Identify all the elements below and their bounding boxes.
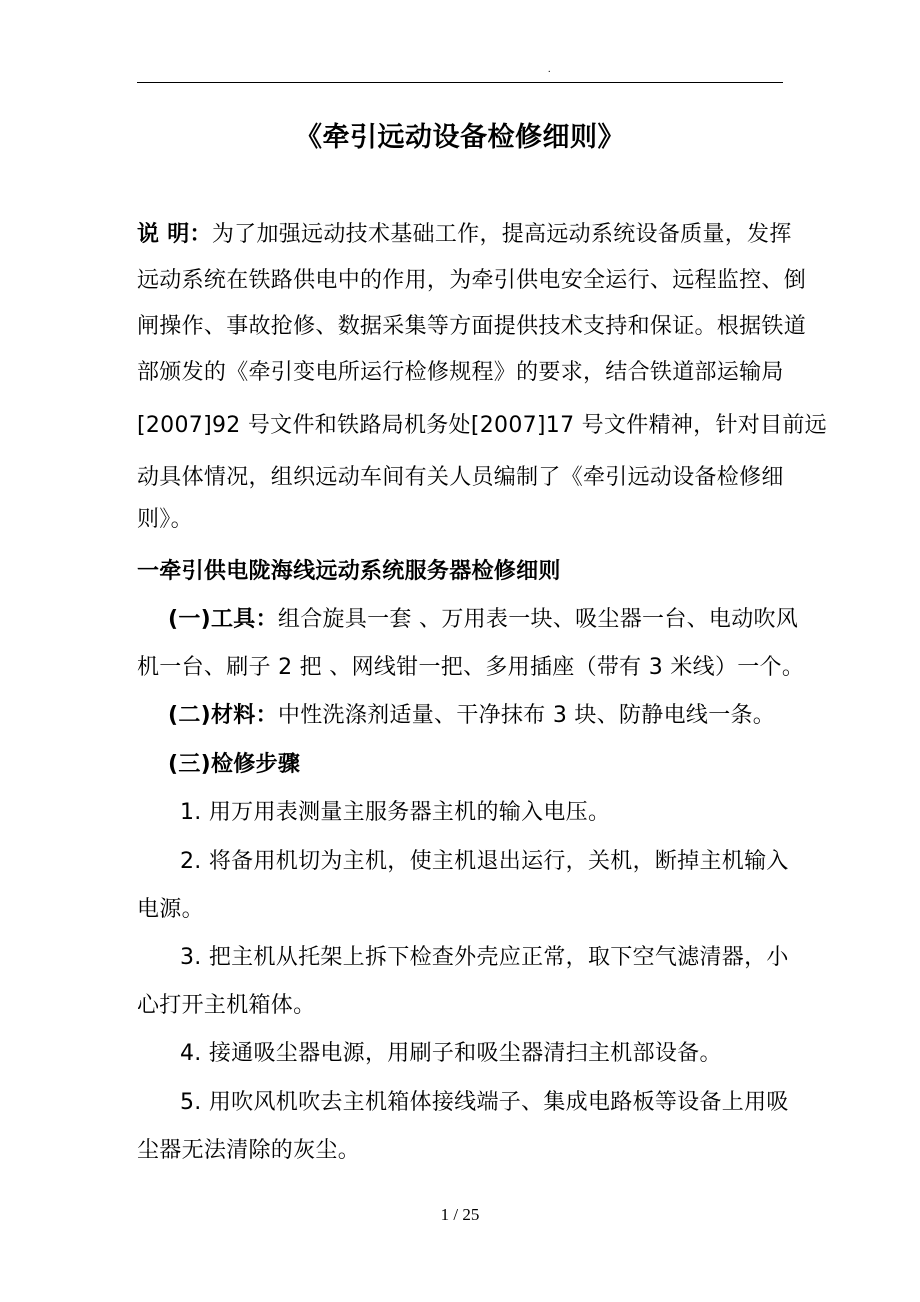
tools-text-1: 组合旋具一套 、万用表一块、吸尘器一台、电动吹风 <box>277 607 799 632</box>
step-3-line-1: 3. 把主机从托架上拆下检查外壳应正常，取下空气滤清器，小 <box>180 945 789 970</box>
intro-line-5: [2007]92 号文件和铁路局机务处[2007]17 号文件精神，针对目前远 <box>137 413 827 438</box>
intro-text-1: 为了加强远动技术基础工作，提高远动系统设备质量，发挥 <box>211 222 792 247</box>
intro-line-1 <box>137 215 792 255</box>
step-2-line-1: 2. 将备用机切为主机，使主机退出运行，关机，断掉主机输入 <box>180 849 789 874</box>
page-number: 1 / 25 <box>440 1205 480 1224</box>
intro-line-6: 动具体情况，组织远动车间有关人员编制了《牵引远动设备检修细 <box>137 465 784 490</box>
step-5-line-1: 5. 用吹风机吹去主机箱体接线端子、集成电路板等设备上用吸 <box>180 1090 789 1115</box>
intro-line-2: 远动系统在铁路供电中的作用，为牵引供电安全运行、远程监控、倒 <box>137 268 807 293</box>
section-heading: 一牵引供电陇海线远动系统服务器检修细则 <box>137 559 561 584</box>
intro-line-7: 则》。 <box>137 507 193 532</box>
header-mark: . <box>548 64 551 75</box>
materials-line <box>168 696 818 736</box>
step-4: 4. 接通吸尘器电源，用刷子和吸尘器清扫主机部设备。 <box>180 1041 722 1066</box>
intro-label: 说 明： <box>137 222 212 247</box>
materials-text: 中性洗涤剂适量、干净抹布 3 块、防静电线一条。 <box>277 703 776 728</box>
step-1: 1. 用万用表测量主服务器主机的输入电压。 <box>180 800 611 825</box>
intro-line-4: 部颁发的《牵引变电所运行检修规程》的要求，结合铁道部运输局 <box>137 360 784 385</box>
materials-label: (二)材料： <box>168 703 278 728</box>
steps-heading: (三)检修步骤 <box>168 752 301 777</box>
tools-line-2: 机一台、刷子 2 把 、网线钳一把、多用插座（带有 3 米线）一个。 <box>137 655 805 680</box>
step-2-line-2: 电源。 <box>137 897 204 922</box>
step-3-line-2: 心打开主机箱体。 <box>137 993 316 1018</box>
document-title: 《牵引远动设备检修细则》 <box>295 122 625 153</box>
step-5-line-2: 尘器无法清除的灰尘。 <box>137 1138 361 1163</box>
tools-label: (一)工具： <box>168 607 278 632</box>
intro-line-3: 闸操作、事故抢修、数据采集等方面提供技术支持和保证。根据铁道 <box>137 314 807 339</box>
header-rule <box>137 82 783 83</box>
tools-line-1 <box>168 600 818 640</box>
